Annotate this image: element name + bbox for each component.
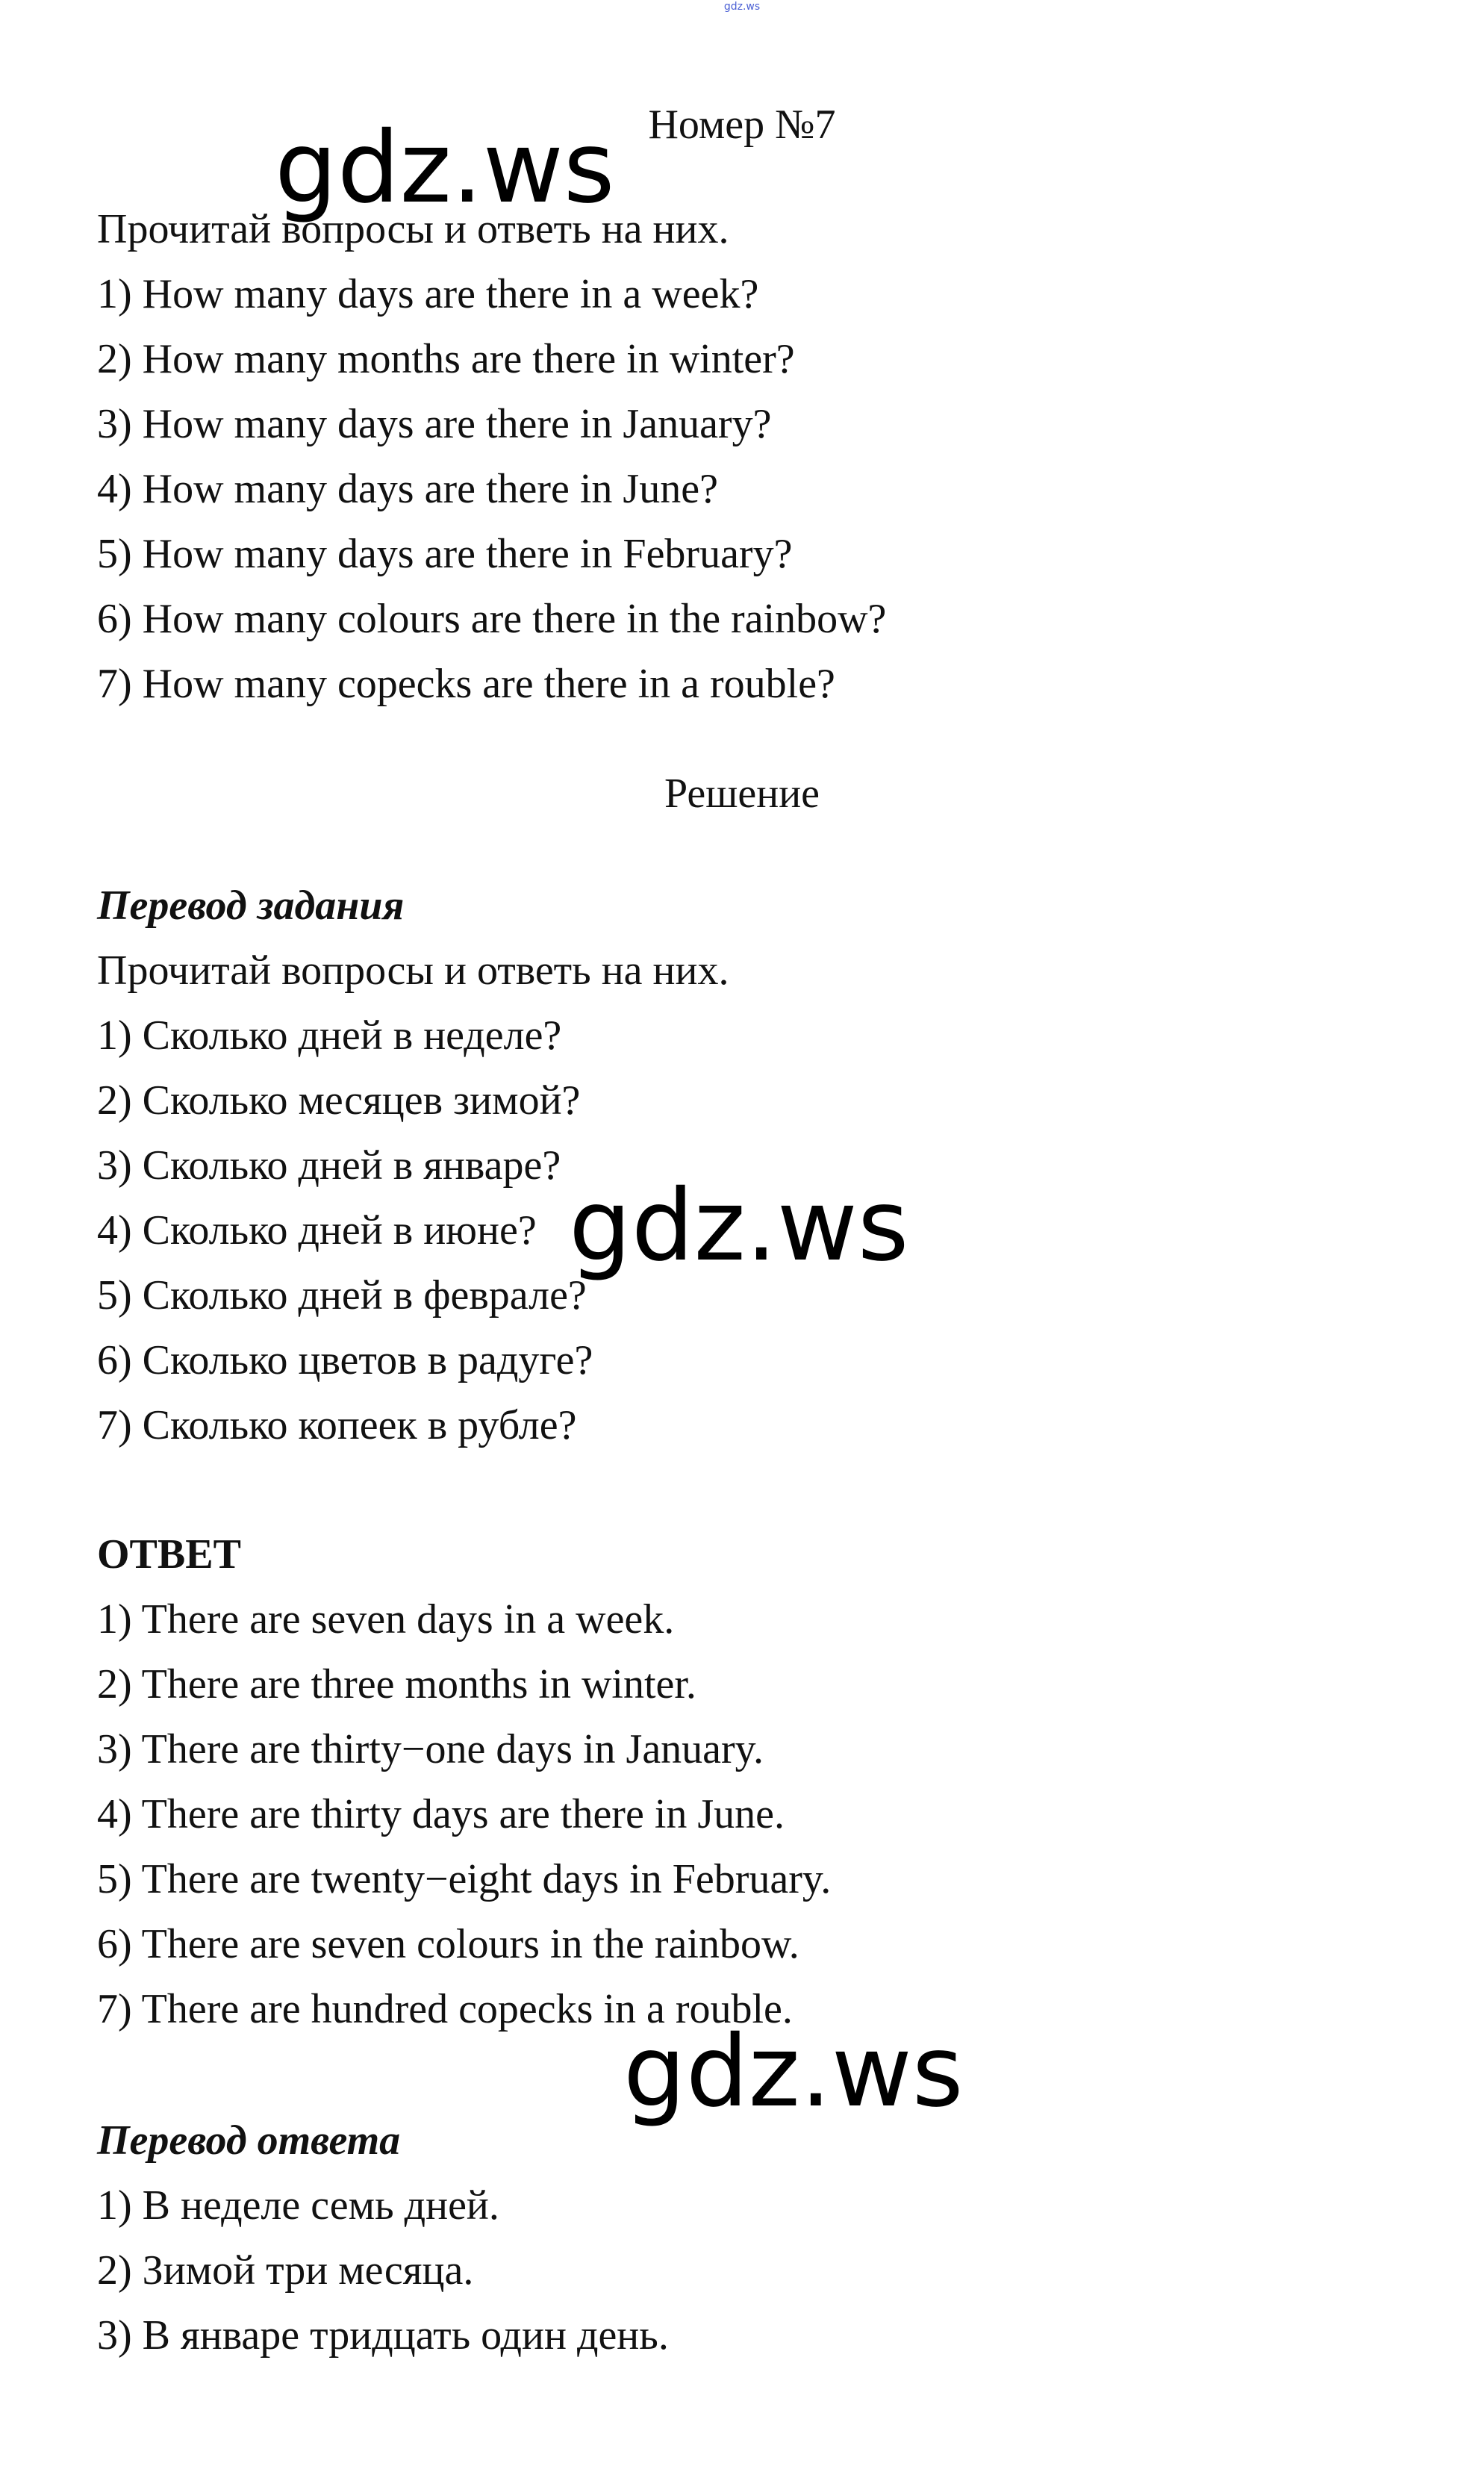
translation-item: 4) Сколько дней в июне? <box>97 1207 537 1254</box>
translation-heading: Перевод задания <box>97 882 405 929</box>
question-item: 3) How many days are there in January? <box>97 401 772 447</box>
solution-title: Решение <box>664 771 820 817</box>
question-item: 5) How many days are there in February? <box>97 531 793 577</box>
question-item: 7) How many copecks are there in a rouble? <box>97 661 835 707</box>
answer-translation-heading: Перевод ответа <box>97 2117 401 2164</box>
top-watermark: gdz.ws <box>723 1 761 13</box>
translation-intro: Прочитай вопросы и ответь на них. <box>97 947 729 994</box>
answer-item: 3) There are thirty−one days in January. <box>97 1726 764 1772</box>
answer-item: 7) There are hundred copecks in a rouble. <box>97 1986 793 2032</box>
task-intro: Прочитай вопросы и ответь на них. <box>97 206 729 252</box>
question-item: 6) How many colours are there in the rainbow? <box>97 596 887 642</box>
question-item: 4) How many days are there in June? <box>97 466 718 512</box>
watermark-logo: gdz.ws <box>569 1168 909 1283</box>
translation-item: 1) Сколько дней в неделе? <box>97 1012 562 1059</box>
translation-item: 7) Сколько копеек в рубле? <box>97 1402 577 1448</box>
answer-item: 6) There are seven colours in the rainbow. <box>97 1921 799 1967</box>
translation-item: 5) Сколько дней в феврале? <box>97 1272 587 1319</box>
answer-item: 1) There are seven days in a week. <box>97 1596 675 1643</box>
translation-item: 2) Сколько месяцев зимой? <box>97 1077 581 1124</box>
question-item: 2) How many months are there in winter? <box>97 336 795 382</box>
answer-item: 5) There are twenty−eight days in February. <box>97 1856 832 1902</box>
watermark-logo: gdz.ws <box>275 110 615 225</box>
answer-item: 4) There are thirty days are there in June. <box>97 1791 785 1837</box>
answer-heading: ОТВЕТ <box>97 1531 241 1578</box>
task-number-title: Номер №7 <box>648 102 836 148</box>
watermark-logo: gdz.ws <box>623 2014 964 2129</box>
translation-item: 6) Сколько цветов в радуге? <box>97 1337 593 1383</box>
answer-translation-item: 2) Зимой три месяца. <box>97 2247 474 2294</box>
question-item: 1) How many days are there in a week? <box>97 271 759 317</box>
translation-item: 3) Сколько дней в январе? <box>97 1142 561 1189</box>
answer-translation-item: 1) В неделе семь дней. <box>97 2182 499 2229</box>
answer-translation-item: 3) В январе тридцать один день. <box>97 2312 669 2359</box>
answer-item: 2) There are three months in winter. <box>97 1661 696 1707</box>
